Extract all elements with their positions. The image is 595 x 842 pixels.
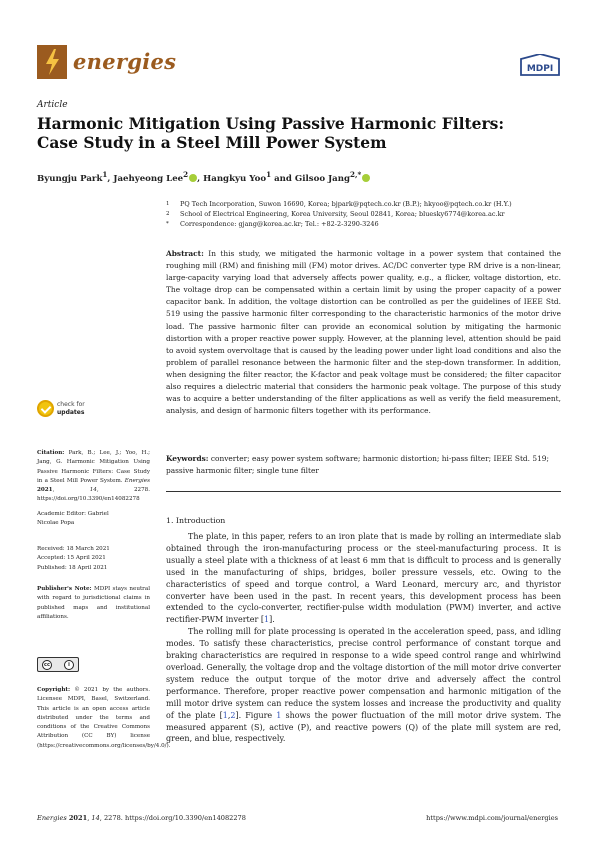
footer-citation: Energies 2021, 14, 2278. https://doi.org/10.3390/en14082278 bbox=[37, 814, 246, 822]
affiliations bbox=[166, 199, 561, 229]
keywords bbox=[166, 453, 561, 477]
reference-link[interactable]: 1 bbox=[263, 615, 270, 625]
affiliation-item: 2 School of Electrical Engineering, Korea University, Seoul 02841, Korea; bluesky6774@korea.ac.kr bbox=[166, 210, 505, 218]
academic-editor: Academic Editor: Gabriel Nicolae Popa bbox=[37, 511, 109, 527]
attribution-icon: i bbox=[64, 660, 74, 670]
title-line-1: Harmonic Mitigation Using Passive Harmonic Filters: bbox=[37, 114, 505, 133]
footer-doi-link[interactable]: , 2278. https://doi.org/10.3390/en14082278 bbox=[99, 814, 246, 822]
reference-link[interactable]: 2 bbox=[230, 710, 236, 720]
paper-title bbox=[37, 114, 557, 152]
check-updates-icon bbox=[37, 400, 54, 417]
orcid-icon[interactable] bbox=[362, 174, 370, 182]
cc-by-license-badge[interactable] bbox=[37, 657, 79, 672]
author-list: Byungju Park$^1$, Jaehyeong Lee$^2$ , Hangkyu Yoo$^1$ and Gilsoo Jang$^{2,*}$ bbox=[37, 170, 557, 184]
journal-url-link[interactable]: https://www.mdpi.com/journal/energies bbox=[426, 814, 558, 822]
paragraph: The rolling mill for plate processing is operated in the acceleration speed, pass, and idling modes. To satisfy these characteristics, precise control performance of constant torque and braking characteristics are required in response to a wide speed control range and whirlwind overload. Generally, the voltage drop and the voltage distortion of the mill motor drive converter system reduce the output torque of the motor drive and adversely affect the control performance. Therefore, proper reactive power compensation and harmonic mitigation of the mill motor drive system can reduce the system losses and increase the productivity and quality of the plate [1,2]. Figure 1 shows the power fluctuation of the mill motor drive system. The measured apparent (S), active (P), and reactive powers (Q) of the plate mill system are red, green, and blue, respectively. bbox=[166, 627, 561, 744]
svg-text:MDPI: MDPI bbox=[526, 64, 554, 74]
paragraph: The plate, in this paper, refers to an iron plate that is made by rolling an intermediate slab obtained through the iron-manufacturing process or the steel-manufacturing process. It is usually a steel plate with a thickness of at least 6 mm that is difficult to process and is generally used in the manufacturing of ships, bridges, boiler pressure vessels, etc. Owing to the characteristics of speed and torque control, a Ward Leonard, mercury arc, and thyristor converter have been used in the past. In recent years, this development process has been extended to the cyclo-converter, rectifier-pulse width modulation (PWM) inverter, and active rectifier-PWM inverter [1]. bbox=[166, 532, 561, 625]
keywords-text: converter; easy power system software; harmonic distortion; hi-pass filter; IEEE Std. 519; passive harmonic filter; single tune filter bbox=[166, 454, 549, 475]
author[interactable]: Jaehyeong Lee$^2$ bbox=[113, 174, 197, 184]
author[interactable]: Byungju Park$^1$ bbox=[37, 170, 108, 184]
abstract bbox=[166, 248, 561, 417]
affiliation-item: 1 PQ Tech Incorporation, Suwon 16690, Korea; bjpark@pqtech.co.kr (B.P.); hkyoo@pqtech.co.kr (H.Y.) bbox=[166, 200, 512, 208]
publisher-note: Publisher's Note: MDPI stays neutral with regard to jurisdictional claims in published maps and institutional affiliations. bbox=[37, 586, 150, 620]
section-divider bbox=[166, 491, 561, 492]
citation-block: Citation: Park, B.; Lee, J.; Yoo, H.; Jang, G. Harmonic Mitigation Using Passive Harmonic Filters: Case Study in a Steel Mill Power System. Energies 2021, 14, 2278. https://doi.org/10.3390/en14082278 bbox=[37, 450, 150, 503]
author[interactable]: Hangkyu Yoo$^1$ bbox=[203, 170, 272, 184]
article-type: Article bbox=[37, 100, 68, 110]
section-heading: 1. Introduction bbox=[166, 516, 226, 525]
correspondence: * Correspondence: gjang@korea.ac.kr; Tel.: +82-2-3290-3246 bbox=[166, 220, 379, 228]
journal-header bbox=[37, 45, 562, 81]
title-line-2: Case Study in a Steel Mill Power System bbox=[37, 133, 387, 152]
orcid-icon[interactable] bbox=[189, 174, 197, 182]
mdpi-logo bbox=[518, 54, 562, 80]
citation-doi-link[interactable]: , 2278. https://doi.org/10.3390/en14082278 bbox=[37, 487, 150, 503]
energies-logo-icon bbox=[37, 45, 67, 79]
author[interactable]: Gilsoo Jang$^{2,*}$ bbox=[295, 174, 370, 184]
journal-name: energies bbox=[73, 49, 177, 74]
publication-dates: Received: 18 March 2021 Accepted: 15 April 2021 Published: 18 April 2021 bbox=[37, 546, 110, 571]
body-text bbox=[166, 531, 561, 745]
reference-link[interactable]: 1 bbox=[222, 710, 228, 720]
figure-link[interactable]: 1 bbox=[276, 710, 282, 720]
abstract-label: Abstract: bbox=[166, 249, 204, 258]
creative-commons-icon: cc bbox=[42, 660, 52, 670]
abstract-text: In this study, we mitigated the harmonic voltage in a power system that contained the roughing mill (RM) and finishing mill (FM) motor drives. AC/DC converter type RM drive is a non-linear, large-capacity varying load that adversely affects power quality, e.g., a flicker, voltage distortion, etc. The voltage drop can be compensated within a certain limit by using the proper capacity of a power capacitor bank. In addition, the voltage distortion can be controlled as per the guidelines of IEEE Std. 519 using the passive harmonic filter corresponding to the characteristic harmonics of the motor drive load. The passive harmonic filter can provide an economical solution by mitigating the harmonic distortion with a proper reactive power supply. However, at the planning level, attention should be paid to avoid system overvoltage that is caused by the leading power under light load conditions and also the problem of parallel resonance between the harmonic filter and the step-down transformer. In addition, when designing the filter reactor, the K-factor and peak voltage must be considered; the filter capacitor also requires a dielectric material that considers the harmonic peak voltage. The purpose of this study was to acquire a better understanding of the filter applications as well as verify the field measurement, analysis, and design of harmonic filters together with its performance. bbox=[166, 249, 561, 416]
check-for-updates-button[interactable]: check for updates bbox=[37, 400, 127, 420]
keywords-label: Keywords: bbox=[166, 454, 209, 463]
copyright-block: Copyright: © 2021 by the authors. Licensee MDPI, Basel, Switzerland. This article is an open access article distributed under the terms and conditions of the Creative Commons Attribution (CC BY) license (https://creativecommons.org/licenses/by/4.0/). bbox=[37, 687, 171, 749]
